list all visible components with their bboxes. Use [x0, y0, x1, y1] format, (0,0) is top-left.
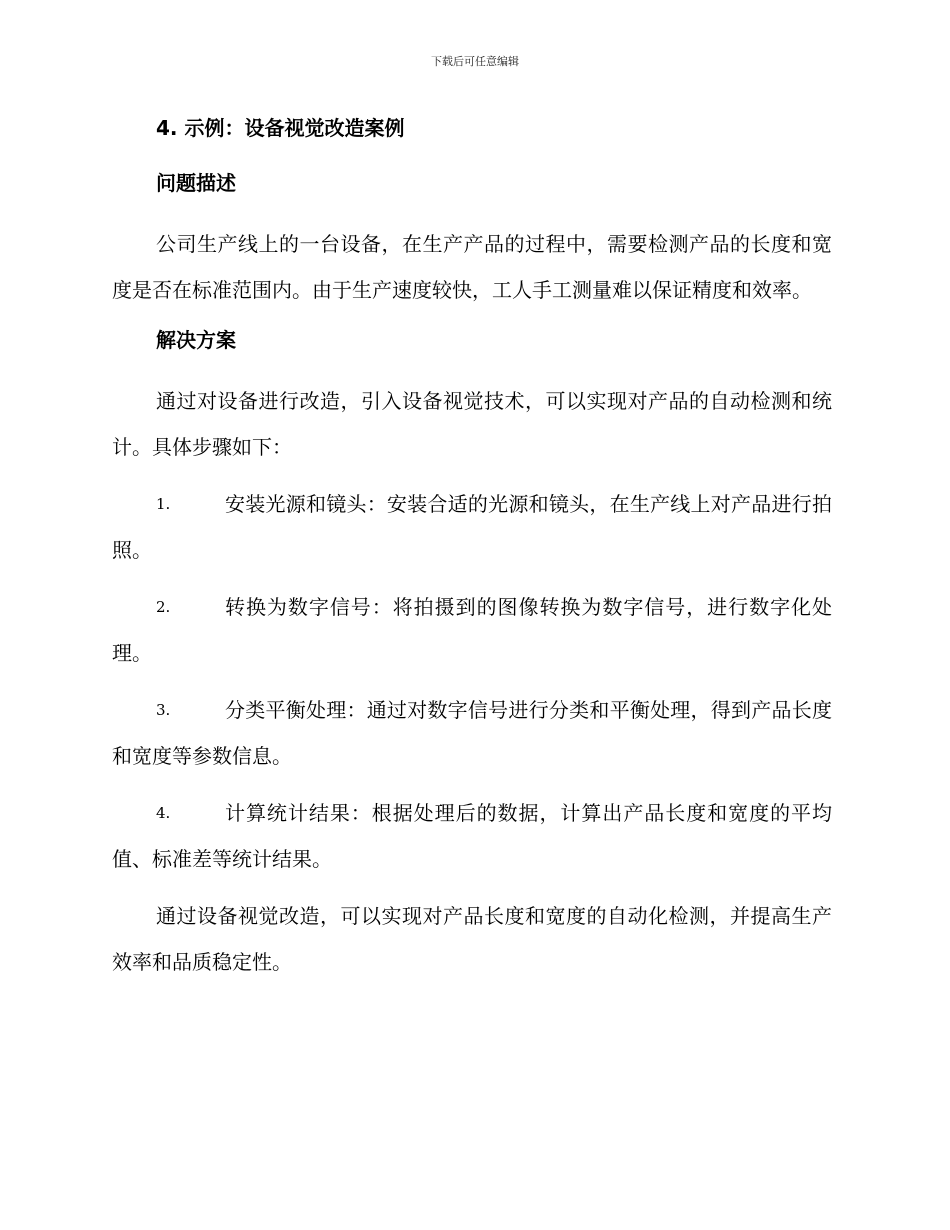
step-item-1 — [112, 481, 832, 573]
problem-heading: 问题描述 — [156, 171, 236, 195]
solution-intro-paragraph: 通过对设备进行改造，引入设备视觉技术，可以实现对产品的自动检测和统计。具体步骤如下： — [112, 389, 832, 459]
conclusion-paragraph: 通过设备视觉改造，可以实现对产品长度和宽度的自动化检测，并提高生产效率和品质稳定性。 — [112, 904, 832, 974]
step-number: 4. — [156, 804, 171, 822]
step-item-4 — [112, 790, 832, 882]
document-body — [112, 112, 832, 996]
step-text: 计算统计结果：根据处理后的数据，计算出产品长度和宽度的平均值、标准差等统计结果。 — [112, 801, 832, 871]
step-text: 安装光源和镜头：安装合适的光源和镜头，在生产线上对产品进行拍照。 — [112, 492, 832, 562]
solution-heading: 解决方案 — [156, 328, 236, 352]
step-text: 转换为数字信号：将拍摄到的图像转换为数字信号，进行数字化处理。 — [112, 595, 832, 665]
page-header: 下载后可任意编辑 — [431, 55, 519, 68]
problem-paragraph: 公司生产线上的一台设备，在生产产品的过程中，需要检测产品的长度和宽度是否在标准范围内。由于生产速度较快，工人手工测量难以保证精度和效率。 — [112, 232, 832, 302]
step-number: 2. — [156, 598, 171, 616]
step-item-3 — [112, 687, 832, 779]
step-number: 1. — [156, 495, 171, 513]
step-text: 分类平衡处理：通过对数字信号进行分类和平衡处理，得到产品长度和宽度等参数信息。 — [112, 698, 832, 768]
section-title: 4. 示例：设备视觉改造案例 — [156, 116, 405, 140]
step-number: 3. — [156, 701, 171, 719]
step-item-2 — [112, 584, 832, 676]
